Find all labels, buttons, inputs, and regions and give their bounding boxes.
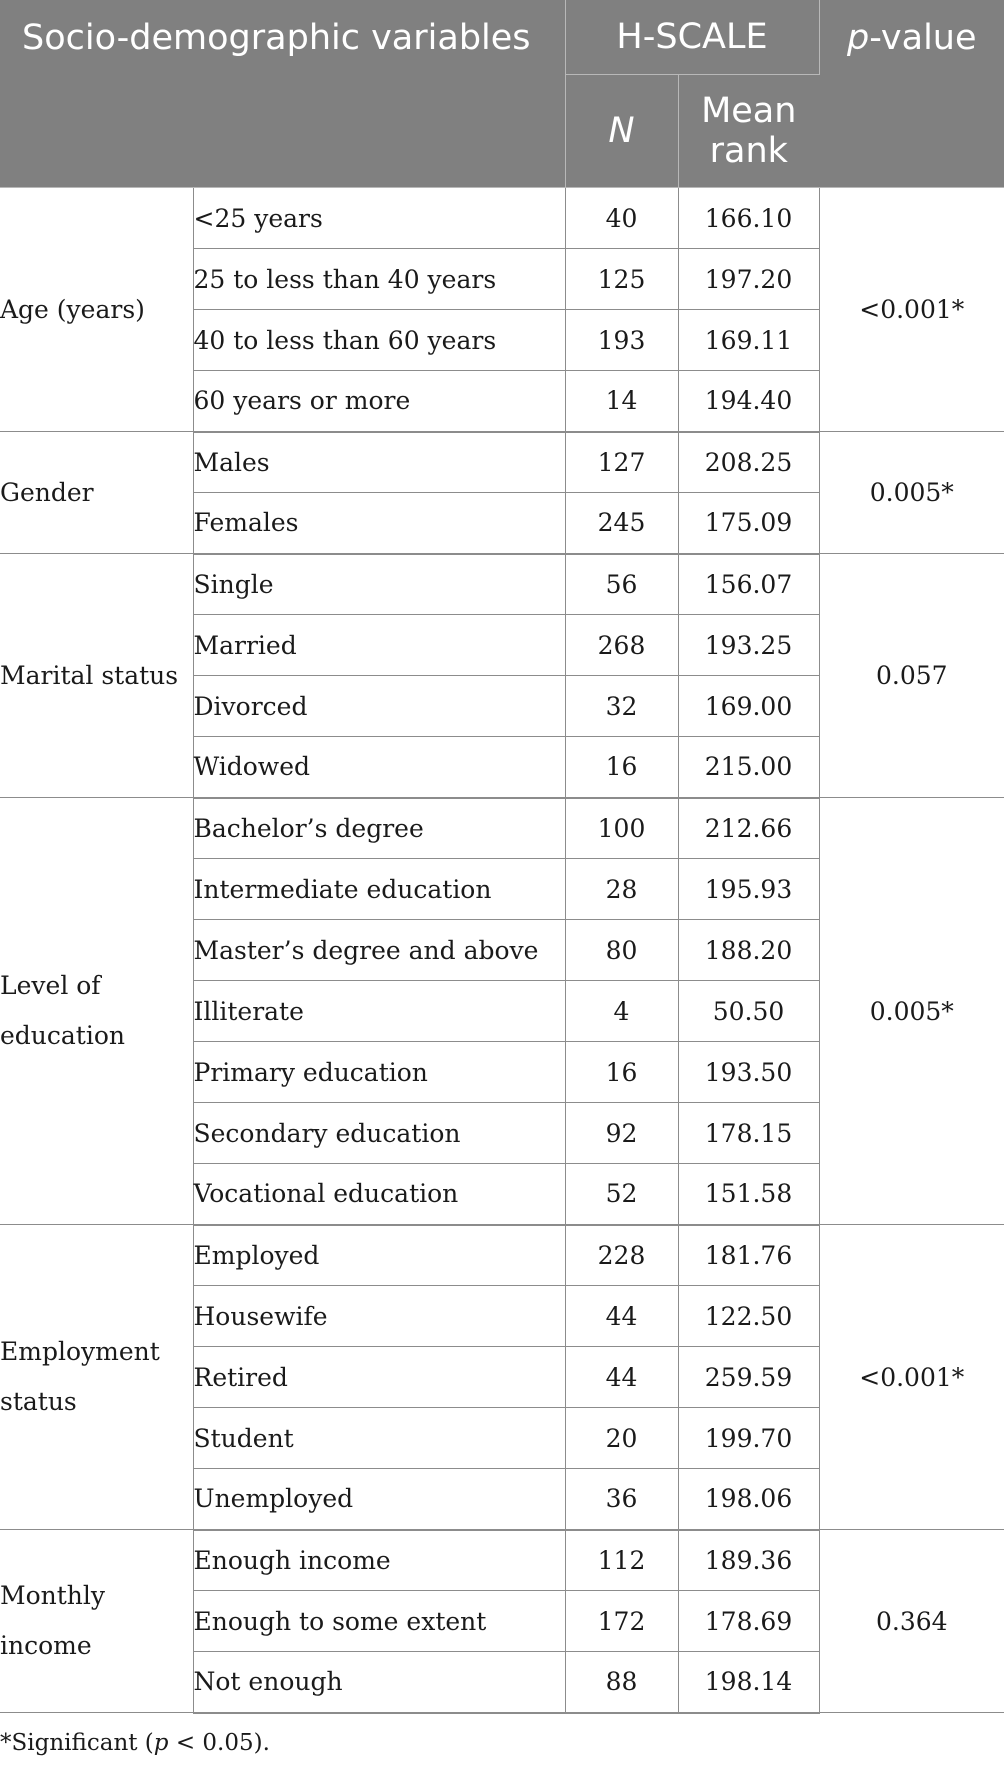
n-cell: 228 — [565, 1225, 678, 1286]
p-value-cell: <0.001* — [819, 1225, 1004, 1530]
variable-label: Level of education — [0, 798, 193, 1225]
p-value-cell: <0.001* — [819, 188, 1004, 432]
category-cell: Primary education — [193, 1042, 565, 1103]
n-cell: 14 — [565, 371, 678, 432]
category-cell: Retired — [193, 1347, 565, 1408]
p-value-header-rest: -value — [869, 18, 977, 58]
n-cell: 193 — [565, 310, 678, 371]
n-cell: 172 — [565, 1591, 678, 1652]
category-cell: Single — [193, 554, 565, 615]
table-row — [0, 554, 1004, 615]
mean-rank-cell: 189.36 — [678, 1530, 819, 1591]
n-cell: 88 — [565, 1652, 678, 1713]
category-cell: Housewife — [193, 1286, 565, 1347]
n-cell: 44 — [565, 1347, 678, 1408]
footnote-p: p — [153, 1730, 169, 1756]
p-value-header-p: p — [847, 18, 870, 58]
mean-rank-cell: 181.76 — [678, 1225, 819, 1286]
p-value-cell: 0.057 — [819, 554, 1004, 798]
category-cell: Illiterate — [193, 981, 565, 1042]
mean-rank-cell: 178.69 — [678, 1591, 819, 1652]
n-cell: 16 — [565, 737, 678, 798]
variable-label: Age (years) — [0, 188, 193, 432]
mean-rank-cell: 175.09 — [678, 493, 819, 554]
category-cell: 60 years or more — [193, 371, 565, 432]
table-row — [0, 188, 1004, 249]
mean-rank-cell: 195.93 — [678, 859, 819, 920]
variable-label: Monthly income — [0, 1530, 193, 1713]
variable-label: Gender — [0, 432, 193, 554]
mean-rank-cell: 188.20 — [678, 920, 819, 981]
p-value-header — [819, 0, 1004, 188]
n-cell: 92 — [565, 1103, 678, 1164]
category-cell: Divorced — [193, 676, 565, 737]
category-cell: 25 to less than 40 years — [193, 249, 565, 310]
footnote — [0, 1730, 270, 1756]
mean-rank-cell: 193.25 — [678, 615, 819, 676]
n-cell: 127 — [565, 432, 678, 493]
n-cell: 28 — [565, 859, 678, 920]
mean-rank-cell: 194.40 — [678, 371, 819, 432]
n-cell: 80 — [565, 920, 678, 981]
h-scale-header: H-SCALE — [565, 0, 819, 75]
mean-rank-cell: 198.06 — [678, 1469, 819, 1530]
mean-rank-header: Mean rank — [678, 75, 819, 188]
variable-label: Employment status — [0, 1225, 193, 1530]
mean-rank-cell: 169.11 — [678, 310, 819, 371]
n-cell: 4 — [565, 981, 678, 1042]
table-body — [0, 188, 1004, 1713]
variables-header: Socio-demographic variables — [0, 0, 565, 188]
mean-rank-cell: 151.58 — [678, 1164, 819, 1225]
category-cell: Females — [193, 493, 565, 554]
mean-rank-cell: 215.00 — [678, 737, 819, 798]
mean-rank-cell: 156.07 — [678, 554, 819, 615]
mean-rank-cell: 50.50 — [678, 981, 819, 1042]
mean-rank-cell: 212.66 — [678, 798, 819, 859]
n-cell: 44 — [565, 1286, 678, 1347]
variable-label: Marital status — [0, 554, 193, 798]
mean-rank-cell: 198.14 — [678, 1652, 819, 1713]
table-row — [0, 1530, 1004, 1591]
table-row — [0, 1225, 1004, 1286]
category-cell: Master’s degree and above — [193, 920, 565, 981]
category-cell: <25 years — [193, 188, 565, 249]
category-cell: 40 to less than 60 years — [193, 310, 565, 371]
category-cell: Vocational education — [193, 1164, 565, 1225]
p-value-cell: 0.364 — [819, 1530, 1004, 1713]
category-cell: Bachelor’s degree — [193, 798, 565, 859]
footnote-prefix: *Significant ( — [0, 1730, 154, 1756]
p-value-cell: 0.005* — [819, 798, 1004, 1225]
category-cell: Married — [193, 615, 565, 676]
n-cell: 112 — [565, 1530, 678, 1591]
category-cell: Not enough — [193, 1652, 565, 1713]
n-cell: 100 — [565, 798, 678, 859]
mean-rank-cell: 169.00 — [678, 676, 819, 737]
footnote-suffix: < 0.05). — [168, 1730, 270, 1756]
table-header — [0, 0, 1004, 188]
n-cell: 245 — [565, 493, 678, 554]
mean-rank-cell: 208.25 — [678, 432, 819, 493]
category-cell: Enough to some extent — [193, 1591, 565, 1652]
n-cell: 125 — [565, 249, 678, 310]
category-cell: Widowed — [193, 737, 565, 798]
category-cell: Enough income — [193, 1530, 565, 1591]
n-cell: 268 — [565, 615, 678, 676]
mean-rank-cell: 197.20 — [678, 249, 819, 310]
n-cell: 40 — [565, 188, 678, 249]
p-value-cell: 0.005* — [819, 432, 1004, 554]
mean-rank-cell: 122.50 — [678, 1286, 819, 1347]
table-row — [0, 798, 1004, 859]
category-cell: Unemployed — [193, 1469, 565, 1530]
table-row — [0, 432, 1004, 493]
category-cell: Secondary education — [193, 1103, 565, 1164]
category-cell: Student — [193, 1408, 565, 1469]
category-cell: Employed — [193, 1225, 565, 1286]
category-cell: Intermediate education — [193, 859, 565, 920]
n-cell: 56 — [565, 554, 678, 615]
n-cell: 52 — [565, 1164, 678, 1225]
n-cell: 32 — [565, 676, 678, 737]
header-row-1 — [0, 0, 1004, 75]
n-cell: 20 — [565, 1408, 678, 1469]
mean-rank-cell: 166.10 — [678, 188, 819, 249]
mean-rank-cell: 193.50 — [678, 1042, 819, 1103]
category-cell: Males — [193, 432, 565, 493]
n-cell: 36 — [565, 1469, 678, 1530]
mean-rank-cell: 259.59 — [678, 1347, 819, 1408]
mean-rank-cell: 178.15 — [678, 1103, 819, 1164]
n-cell: 16 — [565, 1042, 678, 1103]
mean-rank-cell: 199.70 — [678, 1408, 819, 1469]
n-header: N — [565, 75, 678, 188]
